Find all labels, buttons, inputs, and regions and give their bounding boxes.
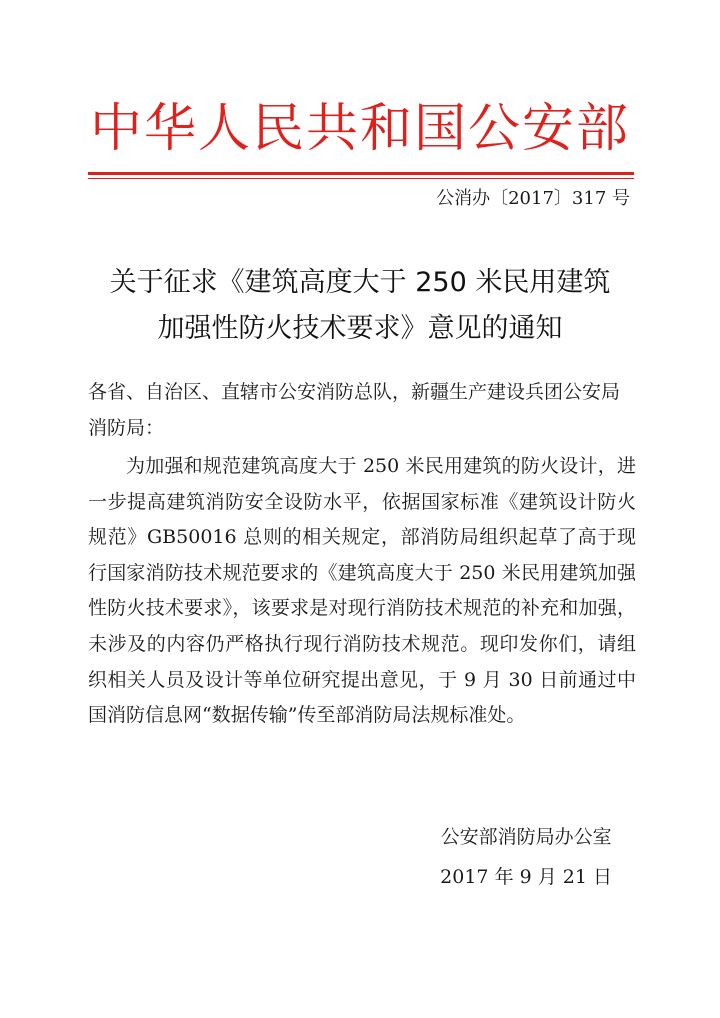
header-red-rule-thin <box>88 178 634 179</box>
header-red-rule-thick <box>88 172 634 175</box>
notice-body-paragraph: 为加强和规范建筑高度大于 250 米民用建筑的防火设计，进一步提高建筑消防安全设防水平，依据国家标准《建筑设计防火规范》GB50016 总则的相关规定，部消防局组织起草了高于现行国家消防技术规范要求的《建筑高度大于 250 米民用建筑加强性防火技术要求》，该要求是对现行消防技术规范的补充和加强，未涉及的内容仍严格执行现行消防技术规范。现印发你们，请组织相关人员及设计等单位研究提出意见，于 9 月 30 日前通过中国消防信息网“数据传输”传至部消防局法规标准处。 <box>88 455 636 727</box>
signature-date: 2017 年 9 月 21 日 <box>440 866 612 888</box>
document-number: 公消办〔2017〕317 号 <box>436 188 630 209</box>
notice-title <box>0 260 720 352</box>
signature-office: 公安部消防局办公室 <box>440 826 612 848</box>
addressee: 各省、自治区、直辖市公安消防总队，新疆生产建设兵团公安局消防局： <box>88 381 621 439</box>
signature-block <box>440 817 612 897</box>
issuer-header-title: 中华人民共和国公安部 <box>89 99 630 159</box>
notice-title-line-1: 关于征求《建筑高度大于 250 米民用建筑 <box>109 267 611 298</box>
notice-title-line-2: 加强性防火技术要求》意见的通知 <box>157 313 563 344</box>
